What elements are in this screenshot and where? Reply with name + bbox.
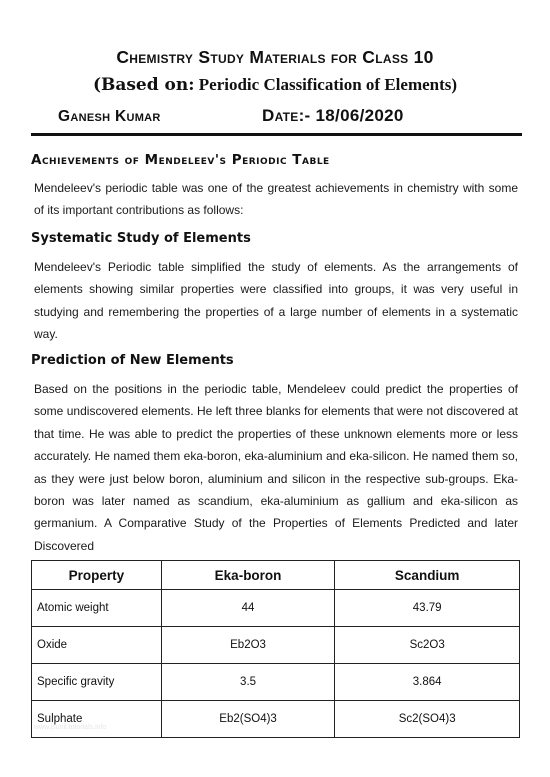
table-cell: Specific gravity [32,664,162,701]
table-cell: Eb2O3 [161,627,335,664]
table-cell: Eb2(SO4)3 [161,701,335,738]
watermark: www.jsunil.tutorials.info [34,724,107,731]
header-property: Property [32,561,162,590]
subtitle-topic: Periodic Classification of Elements) [194,75,458,94]
section-title: Achievements of Mendeleev's Periodic Table [31,152,330,168]
systematic-study-heading: Systematic Study of Elements [31,231,251,246]
table-cell: Sc2O3 [335,627,520,664]
document-date: Date:- 18/06/2020 [262,106,404,125]
intro-paragraph: Mendeleev's periodic table was one of the greatest achievements in chemistry with some of its important contributions as follows: [34,181,518,218]
table-cell: Sc2(SO4)3 [335,701,520,738]
systematic-study-paragraph: Mendeleev's Periodic table simplified the study of elements. As the arrangements of elements showing similar properties were classified into groups, it was very useful in studying and remembering the properties of a large number of elements in a systematic way. [34,260,518,342]
table-cell: 3.5 [161,664,335,701]
header-eka-boron: Eka-boron [161,561,335,590]
table-cell: 43.79 [335,590,520,627]
table-row [32,627,520,664]
table-cell: Sulphate [32,701,162,738]
comparison-table [31,560,520,738]
document-subtitle [0,75,550,95]
table-cell: 44 [161,590,335,627]
table-row [32,590,520,627]
table-cell: Atomic weight [32,590,162,627]
table-header-row [32,561,520,590]
document-title: Chemistry Study Materials for Class 10 [116,47,434,67]
table-cell: 3.864 [335,664,520,701]
table-row [32,664,520,701]
table-cell: Oxide [32,627,162,664]
prediction-paragraph: Based on the positions in the periodic table, Mendeleev could predict the properties of some undiscovered elements. He left three blanks for elements that were not discovered at that time. He was able to predict the properties of these unknown elements more or less accurately. He named them eka-boron, eka-aluminium and eka-silicon. He named them so, as they were just below boron, aluminium and silicon in the respective sub-groups. Eka-boron was later named as scandium, eka-aluminium as gallium and eka-silicon as germanium. A Comparative Study of the Properties of Elements Predicted and later Discovered [34,382,518,553]
author-name: Ganesh Kumar [58,108,161,125]
table-row [32,701,520,738]
header-divider [31,133,522,136]
subtitle-lead: (Based on: [92,75,195,95]
prediction-heading: Prediction of New Elements [31,353,234,368]
header-scandium: Scandium [335,561,520,590]
